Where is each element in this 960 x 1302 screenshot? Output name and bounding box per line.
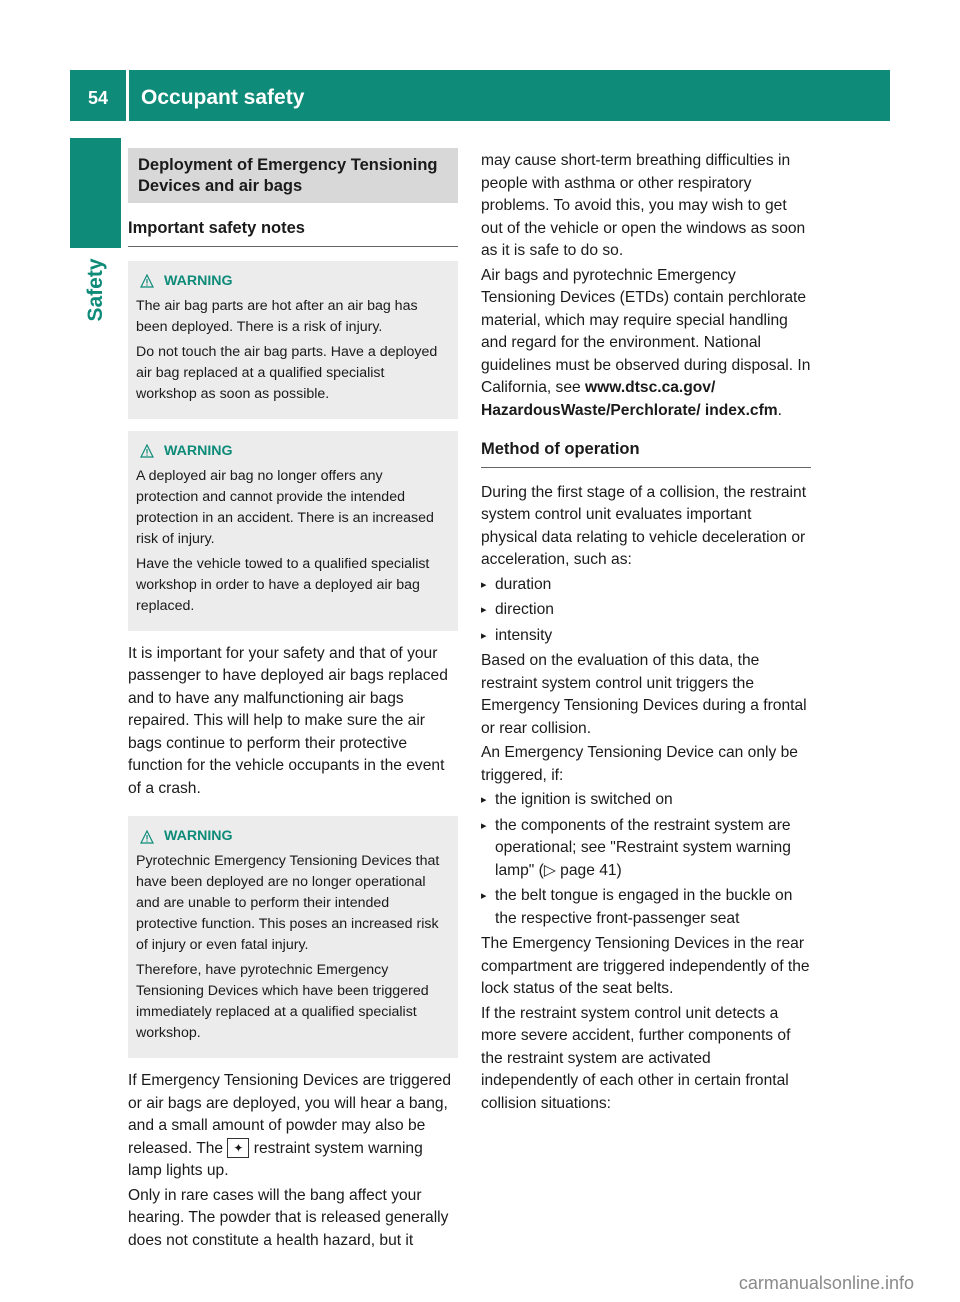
body-text: Air bags and pyrotechnic Emergency Tensioning Devices (ETDs) contain perchlorate material, which may require special handling and regard for the environment. National guidelines must be observed during disposal. In California, see (481, 266, 811, 396)
warning-triangle-icon (140, 274, 154, 288)
body-paragraph: During the first stage of a collision, the restraint system control unit evaluates important physical data relating to vehicle deceleration or acceleration, such as: (481, 483, 807, 568)
left-column (128, 148, 458, 1254)
body-paragraph: An Emergency Tensioning Device can only be triggered, if: (481, 744, 798, 784)
warning-label: WARNING (164, 828, 233, 844)
list-item: ▸ the belt tongue is engaged in the buckle on the respective front-passenger seat (481, 885, 811, 930)
warning-triangle-icon (140, 830, 154, 844)
body-paragraph: It is important for your safety and that of your passenger to have deployed air bags replaced and to have any malfunctioning air bags repaired. This will help to make sure the air bags continue to perform their protective function for the vehicle occupants in the event of a crash. (128, 644, 448, 797)
body-text: restraint system warning lamp lights up. (128, 1139, 423, 1179)
sidebar-tab (70, 138, 121, 248)
section-title: Occupant safety (141, 86, 305, 109)
body-paragraph: Only in rare cases will the bang affect your hearing. The powder that is released generally does not constitute a health hazard, but it (128, 1186, 449, 1249)
body-paragraph: If the restraint system control unit detects a more severe accident, further components of the restraint system are activated independently of each other in certain frontal collision situations: (481, 1004, 791, 1112)
body-text: If Emergency Tensioning Devices are triggered or air bags are deployed, you will hear a bang, and a small amount of powder may also be released. The (128, 1072, 452, 1157)
disposal-url: www.dtsc.ca.gov/ HazardousWaste/Perchlorate/ index.cfm (481, 379, 778, 419)
warning-label: WARNING (164, 442, 233, 459)
warning-label: WARNING (164, 272, 233, 289)
body-paragraph (481, 265, 811, 423)
watermark: carmanualsonline.info (738, 1273, 914, 1293)
list-item: ▸ the ignition is switched on (481, 789, 811, 812)
warning-box (128, 816, 458, 1058)
right-column (481, 150, 811, 1117)
list-item: ▸ intensity (481, 625, 811, 648)
warning-text: Pyrotechnic Emergency Tensioning Devices that have been deployed are no longer operational and are unable to perform their intended protective function. This poses an increased risk of injury or even fatal injury. (136, 853, 440, 953)
body-paragraph (128, 1070, 458, 1183)
warning-box (128, 261, 458, 419)
body-paragraph: The Emergency Tensioning Devices in the rear compartment are triggered independently of the lock status of the seat belts. (481, 935, 810, 997)
list-item: ▸ the components of the restraint system are operational; see "Restraint system warning lamp" (▷ page 41) (481, 815, 811, 883)
sidebar-label: Safety (84, 258, 107, 322)
warning-text: Therefore, have pyrotechnic Emergency Tensioning Devices which have been triggered immediately replaced at a qualified specialist workshop. (136, 962, 429, 1041)
body-paragraph: may cause short-term breathing difficulties in people with asthma or other respiratory problems. To avoid this, you may wish to get out of the vehicle or open the windows as soon as it is safe to do so. (481, 152, 806, 259)
subheading-method: Method of operation (481, 438, 811, 468)
body-text: . (777, 401, 783, 419)
bullet-list (481, 574, 811, 648)
warning-triangle-icon (140, 444, 154, 458)
list-item: ▸ direction (481, 599, 811, 622)
page-number: 54 (87, 88, 109, 108)
bullet-list (481, 789, 811, 930)
warning-text: A deployed air bag no longer offers any protection and cannot provide the intended protection in an accident. There is an increased risk of injury. (136, 467, 434, 547)
warning-box (128, 431, 458, 631)
warning-text: Have the vehicle towed to a qualified specialist workshop in order to have a deployed air bag replaced. (136, 555, 430, 614)
warning-text: The air bag parts are hot after an air bag has been deployed. There is a risk of injury. (136, 297, 418, 335)
list-item: ▸ duration (481, 574, 811, 597)
body-paragraph: Based on the evaluation of this data, the restraint system control unit triggers the Emergency Tensioning Devices during a frontal or rear collision. (481, 652, 807, 737)
section-heading: Deployment of Emergency Tensioning Devices and air bags (128, 148, 458, 203)
restraint-system-warning-lamp-icon: ✦ (227, 1138, 249, 1158)
warning-text: Do not touch the air bag parts. Have a deployed air bag replaced at a qualified specialist workshop as soon as possible. (136, 343, 438, 402)
warning-title (136, 441, 448, 462)
subheading-safety-notes: Important safety notes (128, 217, 458, 247)
warning-title (136, 826, 448, 847)
header-separator (126, 70, 129, 121)
warning-title (136, 271, 448, 292)
